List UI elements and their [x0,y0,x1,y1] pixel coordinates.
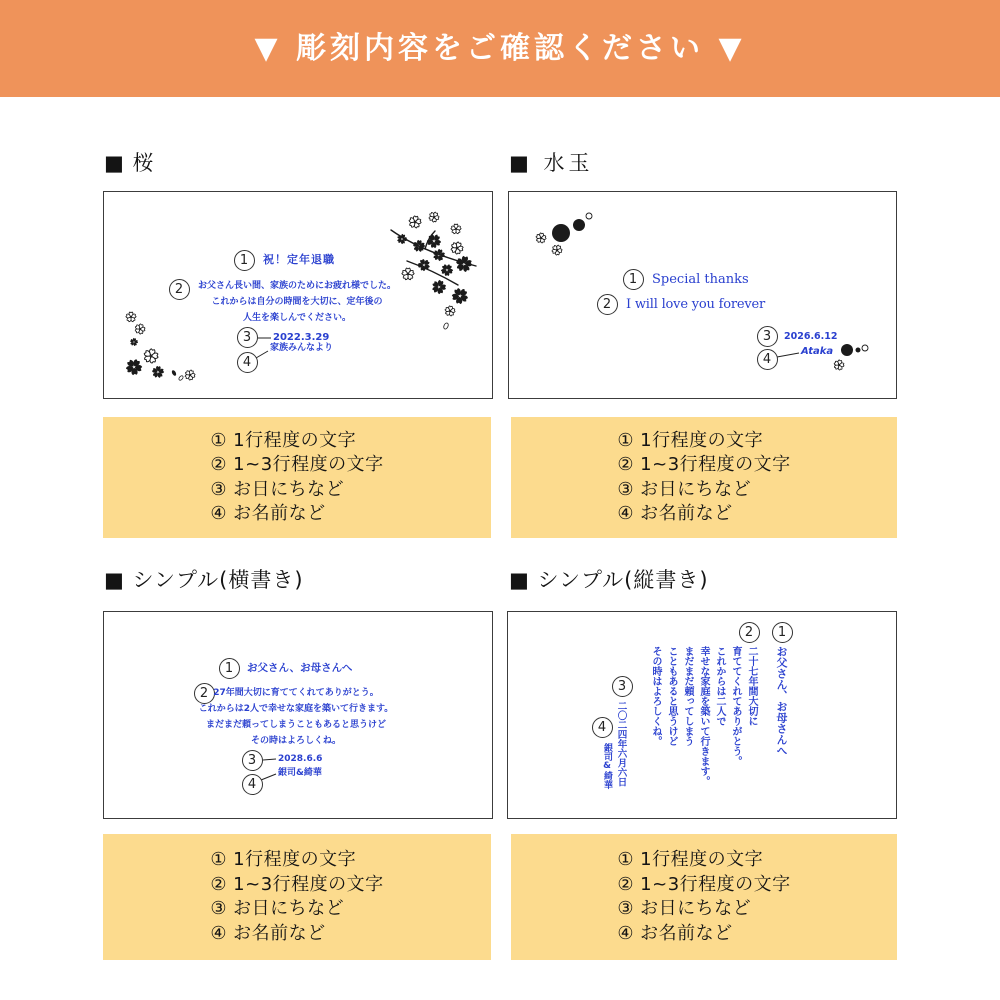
marker-1: 1 [772,622,793,643]
engraving-preview-card [507,611,897,819]
small-flower-icon [535,232,547,244]
legend-item: ④ お名前など [617,503,733,524]
engraving-message [181,278,413,326]
leader-line [777,353,799,357]
legend-list [210,848,383,946]
legend-item: ① 1行程度の文字 [617,429,764,451]
sakura-flower-icon [126,312,137,322]
legend-box [103,417,491,538]
legend-list [617,429,790,527]
legend-item: ① 1行程度の文字 [210,849,357,870]
design-heading: ■ 桜 [104,151,155,175]
header-banner [0,0,1000,97]
message-line: 幸せな家庭を築いて行きます。 [698,646,709,786]
design-heading: ■ シンプル(縦書き) [509,568,709,592]
sakura-flower-icon [142,347,160,365]
marker-3: 3 [757,326,778,347]
polka-dot [862,345,868,351]
design-heading: ■ 水玉 [509,151,594,175]
engraving-title: 祝！定年退職 [263,253,335,266]
marker-2: 2 [194,683,215,704]
engraving-name: Ataka [801,346,834,357]
marker-4: 4 [592,717,613,738]
legend-item: ① 1行程度の文字 [210,429,357,451]
engraving-name: 銀司&綺華 [278,768,322,778]
marker-3: 3 [612,676,633,697]
sakura-flower-icon [133,322,147,335]
engraving-title: お父さん、お母さんへ [775,646,788,756]
legend-item: ④ お名前など [617,922,733,944]
engraving-name: 家族みんなより [270,343,334,353]
legend-item: ② 1~3行程度の文字 [210,454,384,475]
message-line: お父さん長い間、家族のためにお疲れ様でした。 [197,281,396,291]
engraving-preview-card [103,191,493,399]
engraving-name: 銀司&綺華 [602,743,612,789]
message-line: 人生を楽しんでください。 [242,313,351,323]
sakura-flower-icon [129,337,139,347]
legend-item: ② 1~3行程度の文字 [617,873,791,895]
message-line: まだまだ頼ってしまう [682,646,693,746]
leader-line [261,774,276,780]
engraving-date: 2026.6.12 [784,331,838,342]
polka-dot-decoration [509,192,897,399]
legend-item: ③ お日にちなど [617,478,752,500]
legend-box [103,834,491,960]
engraving-message: I will love you forever [626,297,766,312]
message-line: これからは二人で [714,646,725,726]
small-flower-icon [550,243,564,257]
message-line: これからは自分の時間を大切に、定年後の [211,297,383,307]
legend-item: ③ お日にちなど [617,898,752,919]
legend-item: ④ お名前など [210,503,326,524]
polka-dot [552,224,570,242]
sakura-flower-icon [427,210,441,224]
message-line: 27年間大切に育ててくれてありがとう。 [213,688,379,698]
sakura-petal [178,375,184,381]
sakura-petal [443,322,449,329]
marker-4: 4 [242,774,263,795]
sakura-flower-icon [449,240,466,256]
legend-item: ② 1~3行程度の文字 [617,454,791,475]
marker-2: 2 [169,279,190,300]
engraving-preview-card [508,191,897,399]
sakura-flower-icon [424,231,445,252]
legend-list [617,848,790,946]
message-line: その時はよろしくね。 [650,646,661,746]
marker-1: 1 [623,269,644,290]
marker-1: 1 [234,250,255,271]
legend-list [210,429,383,527]
marker-3: 3 [237,327,258,348]
sakura-flower-icon [408,215,423,229]
marker-4: 4 [757,349,778,370]
engraving-date: 二〇二四年六月六日 [615,701,627,787]
sakura-flower-icon [183,368,197,382]
marker-4: 4 [237,352,258,373]
polka-dot [586,213,592,219]
message-line: その時はよろしくね。 [250,736,341,746]
sakura-flower-icon [451,224,462,234]
message-line: 二十七年間大切に [746,646,757,726]
sakura-flower-icon [429,278,448,297]
marker-3: 3 [242,750,263,771]
marker-1: 1 [219,658,240,679]
sakura-flower-icon [448,284,472,308]
message-line: まだまだ頼ってしまうこともあると思うけど [205,720,386,730]
sakura-petal [171,370,177,377]
marker-2: 2 [739,622,760,643]
design-heading: ■ シンプル(横書き) [104,568,304,592]
message-line: これからは2人で幸せな家庭を築いて行きます。 [198,704,394,714]
polka-dot [856,348,861,353]
legend-box [511,417,897,538]
sakura-flower-icon [122,356,145,379]
legend-box [511,834,897,960]
sakura-flower-icon [444,305,456,317]
small-flower-icon [832,359,845,372]
legend-item: ③ お日にちなど [210,478,345,500]
polka-dot [841,344,853,356]
leader-line [263,759,276,760]
message-line: こともあると思うけど [666,646,677,746]
leader-line [256,351,268,358]
engraving-message [176,685,416,749]
engraving-date: 2022.3.29 [273,332,330,343]
legend-item: ④ お名前など [210,922,326,944]
polka-dot [573,219,585,231]
sakura-flower-icon [454,255,474,274]
message-line: 育ててくれてありがとう。 [730,646,741,766]
legend-item: ③ お日にちなど [210,898,345,919]
sakura-flower-icon [151,365,165,378]
legend-item: ① 1行程度の文字 [617,849,764,870]
banner-title: ▼ 彫刻内容をご確認ください ▼ [254,30,746,66]
engraving-message [647,646,759,814]
legend-item: ② 1~3行程度の文字 [210,873,384,895]
engraving-date: 2028.6.6 [278,754,323,764]
engraving-title: お父さん、お母さんへ [247,661,353,674]
marker-2: 2 [597,294,618,315]
engraving-title: Special thanks [652,272,749,287]
engraving-preview-card [103,611,493,819]
